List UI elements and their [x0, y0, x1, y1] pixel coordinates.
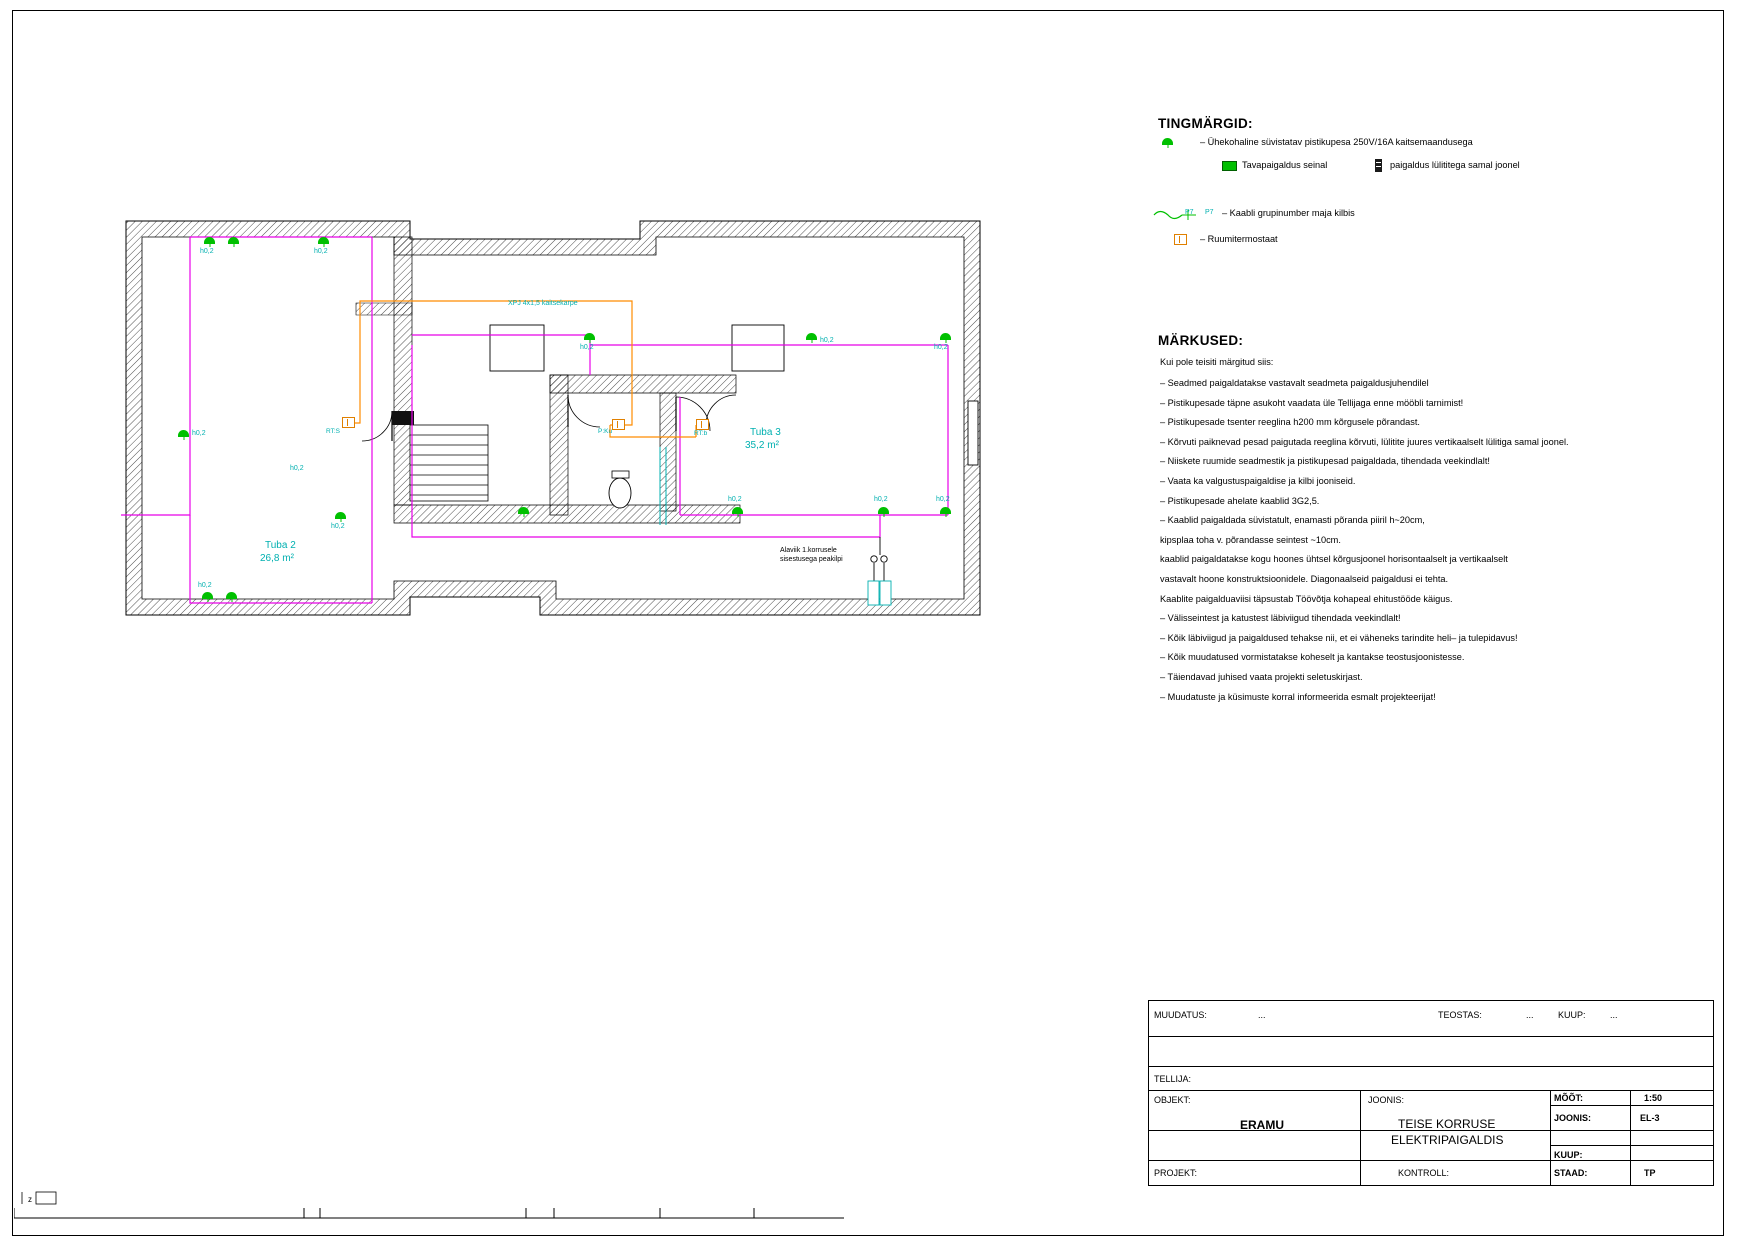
legend-item-2-text: – Kaabli grupinumber maja kilbis	[1222, 208, 1355, 218]
tb-teostas-value: ...	[1526, 1010, 1534, 1020]
socket-label: h0,2	[198, 582, 212, 589]
room-name-tuba3: Tuba 3	[750, 427, 781, 438]
legend-item-3-text: – Ruumitermostaat	[1200, 234, 1278, 244]
socket-icon[interactable]	[732, 507, 743, 514]
legend-title-text: TINGMÄRGID:	[1158, 116, 1253, 131]
svg-text:z: z	[28, 1195, 32, 1204]
tb-objekt-value: ERAMU	[1240, 1118, 1284, 1132]
legend-cable-group-icon	[1152, 207, 1212, 228]
tb-rule	[1148, 1066, 1714, 1067]
socket-label: h0,2	[820, 337, 834, 344]
tb-joonis-value-2: ELEKTRIPAIGALDIS	[1391, 1133, 1504, 1147]
board-note-line2: sisestusega peakilpi	[780, 556, 843, 563]
thermostat-icon[interactable]	[342, 417, 355, 428]
socket-label: h0,2	[936, 496, 950, 503]
tb-moot-value: 1:50	[1644, 1093, 1663, 1103]
tb-joonis-value-1: TEISE KORRUSE	[1398, 1117, 1496, 1131]
tb-tellija-label: TELLIJA:	[1154, 1074, 1192, 1084]
tb-rule	[1550, 1105, 1713, 1106]
tb-rule	[1360, 1090, 1361, 1185]
tb-staad-label: STAAD:	[1554, 1168, 1588, 1178]
legend-item-1-text2: paigaldus lülititega samal joonel	[1390, 160, 1520, 170]
tb-rule	[1713, 1000, 1714, 1185]
tb-rule	[1148, 1185, 1714, 1186]
legend-item-1-text: Tavapaigaldus seinal	[1242, 160, 1328, 170]
tb-kontroll-label: KONTROLL:	[1398, 1168, 1450, 1178]
notes-title-text: MÄRKUSED:	[1158, 333, 1244, 348]
note-line: – Pistikupesade täpne asukoht vaadata üle Tellijaga enne mööbli tarnimist!	[1160, 397, 1464, 408]
socket-label: h0,2	[728, 496, 742, 503]
tb-kuup-label: KUUP:	[1558, 1010, 1586, 1020]
note-line: – Pistikupesade ahelate kaablid 3G2,5.	[1160, 495, 1320, 506]
cable-callout: XPJ 4x1,5 kaitsekarpe	[508, 300, 578, 307]
legend-tag-p7-a: P7	[1185, 209, 1194, 216]
note-line: – Kõrvuti paiknevad pesad paigutada reeglina kõrvuti, lülitite juures vertikaalselt lülitiga samal joonel.	[1160, 436, 1569, 447]
title-block	[1148, 1000, 1714, 1185]
legend-switch-icon	[1375, 159, 1382, 172]
socket-icon[interactable]	[202, 592, 213, 599]
note-line: – Kõik läbiviigud ja paigaldused tehakse nii, et ei väheneks tarindite heli– ja tulepidavus!	[1160, 632, 1518, 643]
note-line: kaablid paigaldatakse kogu hoones ühtsel kõrgusjoonel horisontaalselt ja vertikaalselt	[1160, 554, 1508, 565]
socket-icon[interactable]	[940, 333, 951, 340]
tb-teostas-label: TEOSTAS:	[1438, 1010, 1482, 1020]
note-line: Kaablite paigalduaviisi täpsustab Töövõtja kohapeal ehitustööde käigus.	[1160, 593, 1453, 604]
tb-rule	[1148, 1036, 1714, 1037]
note-line: – Muudatuste ja küsimuste korral informeerida esmalt projekteerijat!	[1160, 691, 1436, 702]
legend-item-0-text: – Ühekohaline süvistatav pistikupesa 250V/16A kaitsemaandusega	[1200, 137, 1473, 147]
scale-ruler	[14, 1190, 844, 1226]
note-line: – Seadmed paigaldatakse vastavalt seadmeta paigaldusjuhendilel	[1160, 378, 1429, 388]
tb-rule	[1550, 1145, 1713, 1146]
tb-joonis-nr-value: EL-3	[1640, 1113, 1660, 1123]
socket-icon[interactable]	[584, 333, 595, 340]
socket-icon[interactable]	[226, 592, 237, 599]
tb-kuup2-label: KUUP:	[1554, 1150, 1583, 1160]
note-line: vastavalt hoone konstruktsioonidele. Diagonaalseid paigaldusi ei tehta.	[1160, 573, 1449, 584]
legend-thermostat-icon	[1174, 234, 1187, 245]
floor-plan	[120, 215, 1100, 655]
tb-muudatus-label: MUUDATUS:	[1154, 1010, 1207, 1020]
socket-label: h0,2	[290, 465, 304, 472]
note-line: – Välisseintest ja katustest läbiviigud tihendada veekindlalt!	[1160, 613, 1401, 624]
tb-rule	[1148, 1000, 1149, 1185]
socket-icon[interactable]	[178, 430, 189, 437]
tb-rule	[1148, 1000, 1714, 1001]
thermostat-label: RT:b	[694, 430, 708, 437]
tb-staad-value: TP	[1644, 1168, 1656, 1178]
notes-intro: Kui pole teisiti märgitud siis:	[1160, 357, 1274, 367]
socket-label: h0,2	[934, 344, 948, 351]
room-area-tuba3: 35,2 m²	[745, 440, 779, 451]
socket-label: h0,2	[331, 523, 345, 530]
room-area-tuba2: 26,8 m²	[260, 553, 294, 564]
legend-title	[1158, 115, 1253, 133]
notes-list	[1160, 374, 1569, 707]
note-line: kipsplaa toha v. põrandasse seintest ~10cm.	[1160, 534, 1341, 545]
thermostat-label: RT:S	[326, 428, 340, 435]
socket-icon[interactable]	[940, 507, 951, 514]
thermostat-icon[interactable]	[612, 419, 625, 430]
socket-label: h0,2	[200, 248, 214, 255]
socket-icon[interactable]	[204, 237, 215, 244]
socket-label: h0,2	[580, 344, 594, 351]
tb-moot-label: MÕÕT:	[1554, 1093, 1583, 1103]
room-name-tuba2: Tuba 2	[265, 540, 296, 551]
note-line: – Täiendavad juhised vaata projekti seletuskirjast.	[1160, 671, 1363, 682]
tb-kuup-value: ...	[1610, 1010, 1618, 1020]
thermostat-label: P:Ku	[598, 428, 613, 435]
socket-label: h0,2	[314, 248, 328, 255]
legend-tag-p7-b: P7	[1205, 209, 1214, 216]
note-line: – Vaata ka valgustuspaigaldise ja kilbi jooniseid.	[1160, 475, 1356, 486]
socket-icon[interactable]	[878, 507, 889, 514]
socket-icon[interactable]	[318, 237, 329, 244]
note-line: – Pistikupesade tsenter reeglina h200 mm kõrgusele põrandast.	[1160, 417, 1420, 428]
tb-objekt-label: OBJEKT:	[1154, 1095, 1191, 1105]
legend-socket-icon	[1162, 138, 1173, 145]
socket-icon[interactable]	[806, 333, 817, 340]
tb-projekt-label: PROJEKT:	[1154, 1168, 1198, 1178]
legend-wall-mount-icon	[1222, 161, 1237, 171]
socket-label: h0,2	[192, 430, 206, 437]
socket-label: h0,2	[874, 496, 888, 503]
thermostat-icon[interactable]	[696, 419, 709, 430]
note-line: – Kaablid paigaldada süvistatult, enamasti põranda piiril h~20cm,	[1160, 515, 1425, 526]
board-note-line1: Alaviik 1.korrusele	[780, 547, 837, 554]
floor-plan-svg	[120, 215, 1100, 655]
notes-title	[1158, 332, 1243, 350]
tb-muudatus-value: ...	[1258, 1010, 1266, 1020]
socket-icon[interactable]	[228, 237, 239, 244]
note-line: – Niiskete ruumide seadmestik ja pistikupesad paigaldada, tihendada veekindlalt!	[1160, 456, 1490, 467]
tb-joonis-label: JOONIS:	[1368, 1095, 1405, 1105]
tb-joonis-nr-label: JOONIS:	[1554, 1113, 1592, 1123]
socket-icon[interactable]	[335, 512, 346, 519]
note-line: – Kõik muudatused vormistatakse koheselt ja kantakse teostusjoonistesse.	[1160, 652, 1465, 663]
socket-icon[interactable]	[518, 507, 529, 514]
